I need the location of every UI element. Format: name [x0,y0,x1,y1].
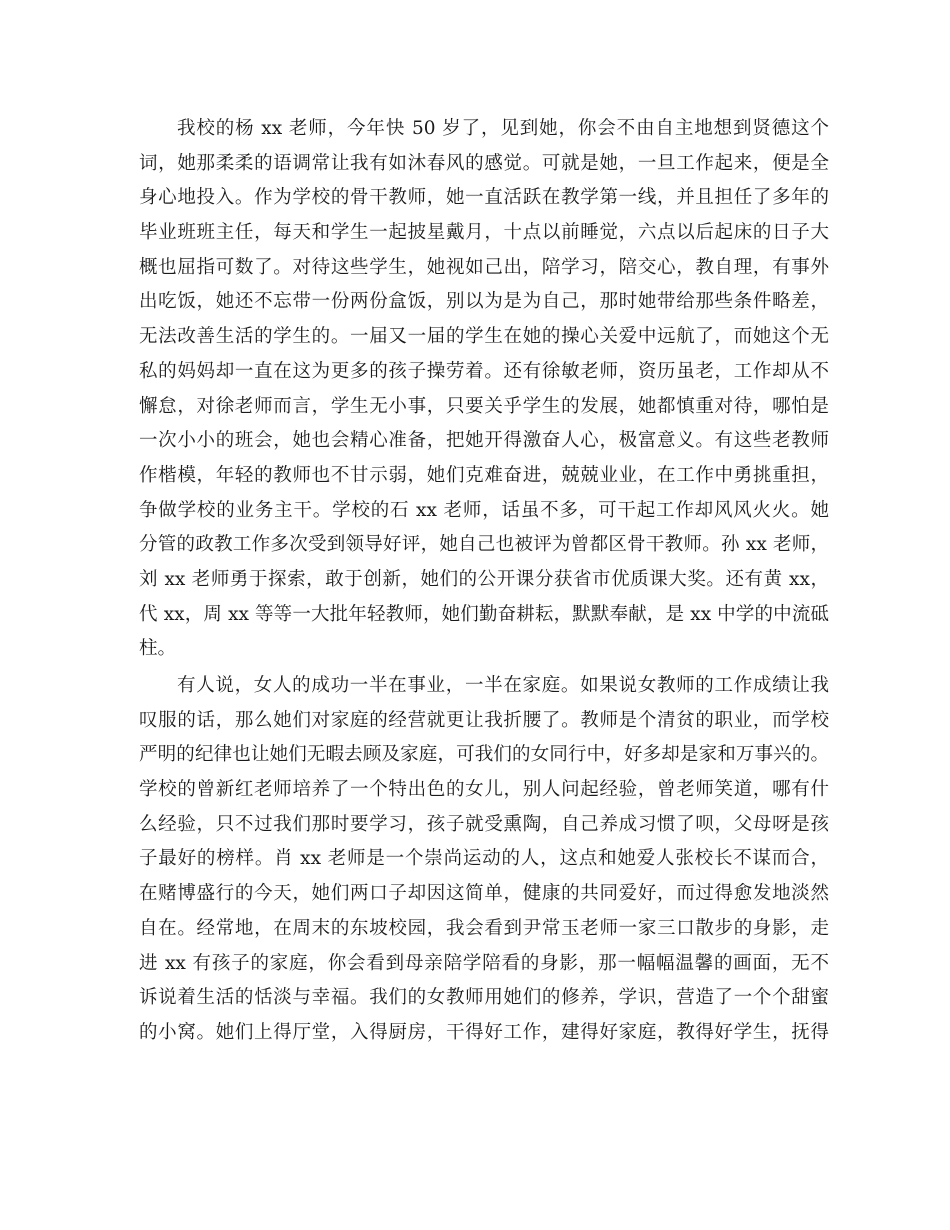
paragraph-line: 我校的杨 xx 老师，今年快 50 岁了，见到她，你会不由自主地想到贤德这个 [177,118,829,139]
paragraph-line: 自在。经常地，在周末的东坡校园，我会看到尹常玉老师一家三口散步的身影，走 [139,917,829,939]
paragraph-line: 在赌博盛行的今天，她们两口子却因这简单，健康的共同爱好，而过得愈发地淡然 [139,883,829,905]
paragraph-line: 一次小小的班会，她也会精心准备，把她开得激奋人心，极富意义。有这些老教师 [139,430,829,452]
paragraph-line: 争做学校的业务主干。学校的石 xx 老师，话虽不多，可干起工作却风风火火。她 [139,499,829,521]
paragraph-line: 懈怠，对徐老师而言，学生无小事，只要关乎学生的发展，她都慎重对待，哪怕是 [139,395,829,417]
document-body [139,112,829,1051]
paragraph-2 [139,669,829,1051]
paragraph-line: 么经验，只不过我们那时要学习，孩子就受熏陶，自己养成习惯了呗，父母呀是孩 [139,813,829,835]
paragraph-line: 私的妈妈却一直在这为更多的孩子操劳着。还有徐敏老师，资历虽老，工作却从不 [139,360,829,382]
paragraph-line: 刘 xx 老师勇于探索，敢于创新，她们的公开课分获省市优质课大奖。还有黄 xx， [139,568,829,590]
paragraph-line: 词，她那柔柔的语调常让我有如沐春风的感觉。可就是她，一旦工作起来，便是全 [139,152,829,174]
paragraph-line: 严明的纪律也让她们无暇去顾及家庭，可我们的女同行中，好多却是家和万事兴的。 [139,744,829,766]
paragraph-line: 代 xx，周 xx 等等一大批年轻教师，她们勤奋耕耘，默默奉献，是 xx 中学的中流砥 [139,603,829,625]
paragraph-line: 身心地投入。作为学校的骨干教师，她一直活跃在教学第一线，并且担任了多年的 [139,187,829,209]
paragraph-1 [139,112,829,667]
paragraph-line: 出吃饭，她还不忘带一份两份盒饭，别以为是为自己，那时她带给那些条件略差， [139,291,829,313]
paragraph-line: 进 xx 有孩子的家庭，你会看到母亲陪学陪看的身影，那一幅幅温馨的画面，无不 [139,952,829,974]
paragraph-line: 有人说，女人的成功一半在事业，一半在家庭。如果说女教师的工作成绩让我 [177,675,829,696]
paragraph-line: 无法改善生活的学生的。一届又一届的学生在她的操心关爱中远航了，而她这个无 [139,326,829,348]
paragraph-line: 毕业班班主任，每天和学生一起披星戴月，十点以前睡觉，六点以后起床的日子大 [139,222,829,244]
paragraph-line: 叹服的话，那么她们对家庭的经营就更让我折腰了。教师是个清贫的职业，而学校 [139,709,829,731]
paragraph-line: 诉说着生活的恬淡与幸福。我们的女教师用她们的修养，学识，营造了一个个甜蜜 [139,987,829,1009]
paragraph-line: 的小窝。她们上得厅堂，入得厨房，干得好工作，建得好家庭，教得好学生，抚得 [139,1021,829,1043]
paragraph-line-last: 柱。 [139,638,177,660]
paragraph-line: 学校的曾新红老师培养了一个特出色的女儿，别人问起经验，曾老师笑道，哪有什 [139,779,829,801]
paragraph-line: 分管的政教工作多次受到领导好评，她自己也被评为曾都区骨干教师。孙 xx 老师， [139,534,829,556]
paragraph-line: 作楷模，年轻的教师也不甘示弱，她们克难奋进，兢兢业业，在工作中勇挑重担， [139,464,829,486]
paragraph-line: 概也屈指可数了。对待这些学生，她视如己出，陪学习，陪交心，教自理，有事外 [139,256,829,278]
paragraph-line: 子最好的榜样。肖 xx 老师是一个崇尚运动的人，这点和她爱人张校长不谋而合， [139,848,829,870]
